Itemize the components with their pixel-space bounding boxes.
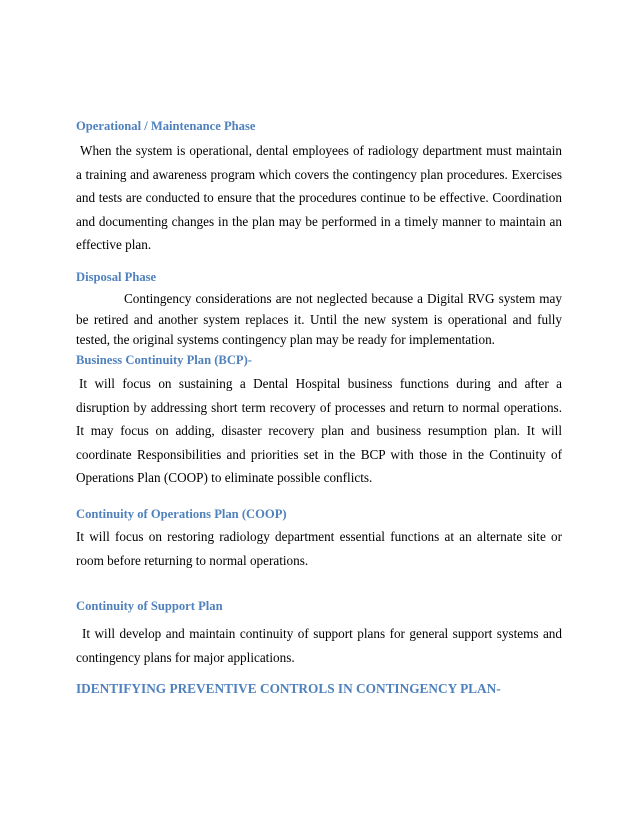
paragraph-continuity-of-operations-plan: It will focus on restoring radiology department essential functions at an alternate site or room before returning to normal operations.: [76, 529, 562, 568]
heading-continuity-of-operations-plan: Continuity of Operations Plan (COOP): [76, 507, 287, 521]
heading-continuity-of-support-plan: Continuity of Support Plan: [76, 599, 223, 613]
paragraph-continuity-of-support-plan: It will develop and maintain continuity of support plans for general support systems and contingency plans for major applications.: [76, 626, 562, 665]
paragraph-disposal: Contingency considerations are not neglected because a Digital RVG system may be retired and another system replaces it. Until the new system is operational and fully tested, the original systems contingency plan may be ready for implementation.: [76, 291, 562, 347]
heading-business-continuity-plan: Business Continuity Plan (BCP)-: [76, 353, 252, 367]
heading-identifying-preventive-controls: IDENTIFYING PREVENTIVE CONTROLS IN CONTINGENCY PLAN-: [76, 681, 501, 696]
paragraph-operational-maintenance: When the system is operational, dental employees of radiology department must maintain a training and awareness program which covers the contingency plan procedures. Exercises and tests are conducted to ensure that the procedures continue to be effective. Coordination and documenting changes in the plan may be performed in a timely manner to maintain an effective plan.: [76, 143, 562, 253]
paragraph-business-continuity-plan: It will focus on sustaining a Dental Hospital business functions during and after a disruption by addressing short term recovery of processes and return to normal operations. It may focus on adding, disaster recovery plan and business resumption plan. It will coordinate Responsibilities and priorities set in the BCP with those in the Continuity of Operations Plan (COOP) to eliminate possible conflicts.: [76, 376, 562, 486]
heading-disposal-phase: Disposal Phase: [76, 270, 157, 284]
heading-operational-maintenance-phase: Operational / Maintenance Phase: [76, 119, 256, 133]
